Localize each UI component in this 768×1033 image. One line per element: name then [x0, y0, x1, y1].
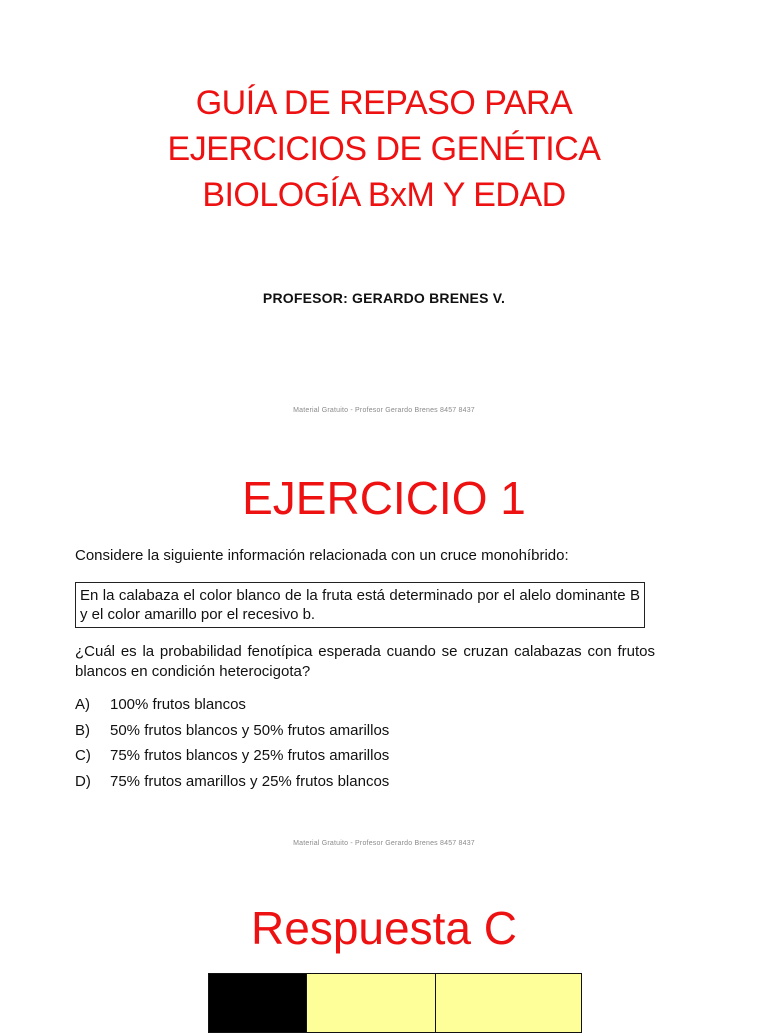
option-letter: C) [75, 747, 91, 765]
professor-name: PROFESOR: GERARDO BRENES V. [262, 290, 506, 306]
exercise-body [75, 546, 655, 794]
question-text: ¿Cuál es la probabilidad fenotípica esperada cuando se cruzan calabazas con frutos blancos en condición heterocigota? [75, 643, 655, 680]
punnett-corner-cell [209, 974, 306, 1032]
option-letter: B) [75, 721, 90, 739]
option-d [75, 769, 655, 795]
option-text: 75% frutos blancos y 25% frutos amarillos [110, 747, 390, 765]
option-c [75, 743, 655, 769]
footer-note-2: Material Gratuito - Profesor Gerardo Brenes 8457 8437 [293, 840, 475, 847]
exercise-intro: Considere la siguiente información relacionada con un cruce monohíbrido: [75, 547, 569, 564]
option-letter: A) [75, 696, 90, 714]
option-text: 100% frutos blancos [110, 696, 246, 714]
option-text: 75% frutos amarillos y 25% frutos blancos [110, 772, 390, 790]
title-line-2: EJERCICIOS DE GENÉTICA [167, 130, 601, 168]
option-text: 50% frutos blancos y 50% frutos amarillos [110, 721, 390, 739]
punnett-header-cell [306, 974, 435, 1032]
option-b [75, 718, 655, 744]
punnett-header-cell [435, 974, 581, 1032]
exercise-heading: EJERCICIO 1 [242, 472, 526, 524]
option-a [75, 692, 655, 718]
title-line-1: GUÍA DE REPASO PARA [195, 84, 573, 122]
answer-heading: Respuesta C [251, 902, 517, 954]
options-list [75, 692, 655, 794]
punnett-square [208, 973, 582, 1033]
option-letter: D) [75, 772, 91, 790]
footer-note-1: Material Gratuito - Profesor Gerardo Brenes 8457 8437 [293, 407, 475, 414]
title-line-3: BIOLOGÍA BxM Y EDAD [202, 176, 566, 214]
document-title [0, 80, 768, 218]
info-box: En la calabaza el color blanco de la fruta está determinado por el alelo dominante B y el color amarillo por el recesivo b. [75, 582, 645, 628]
